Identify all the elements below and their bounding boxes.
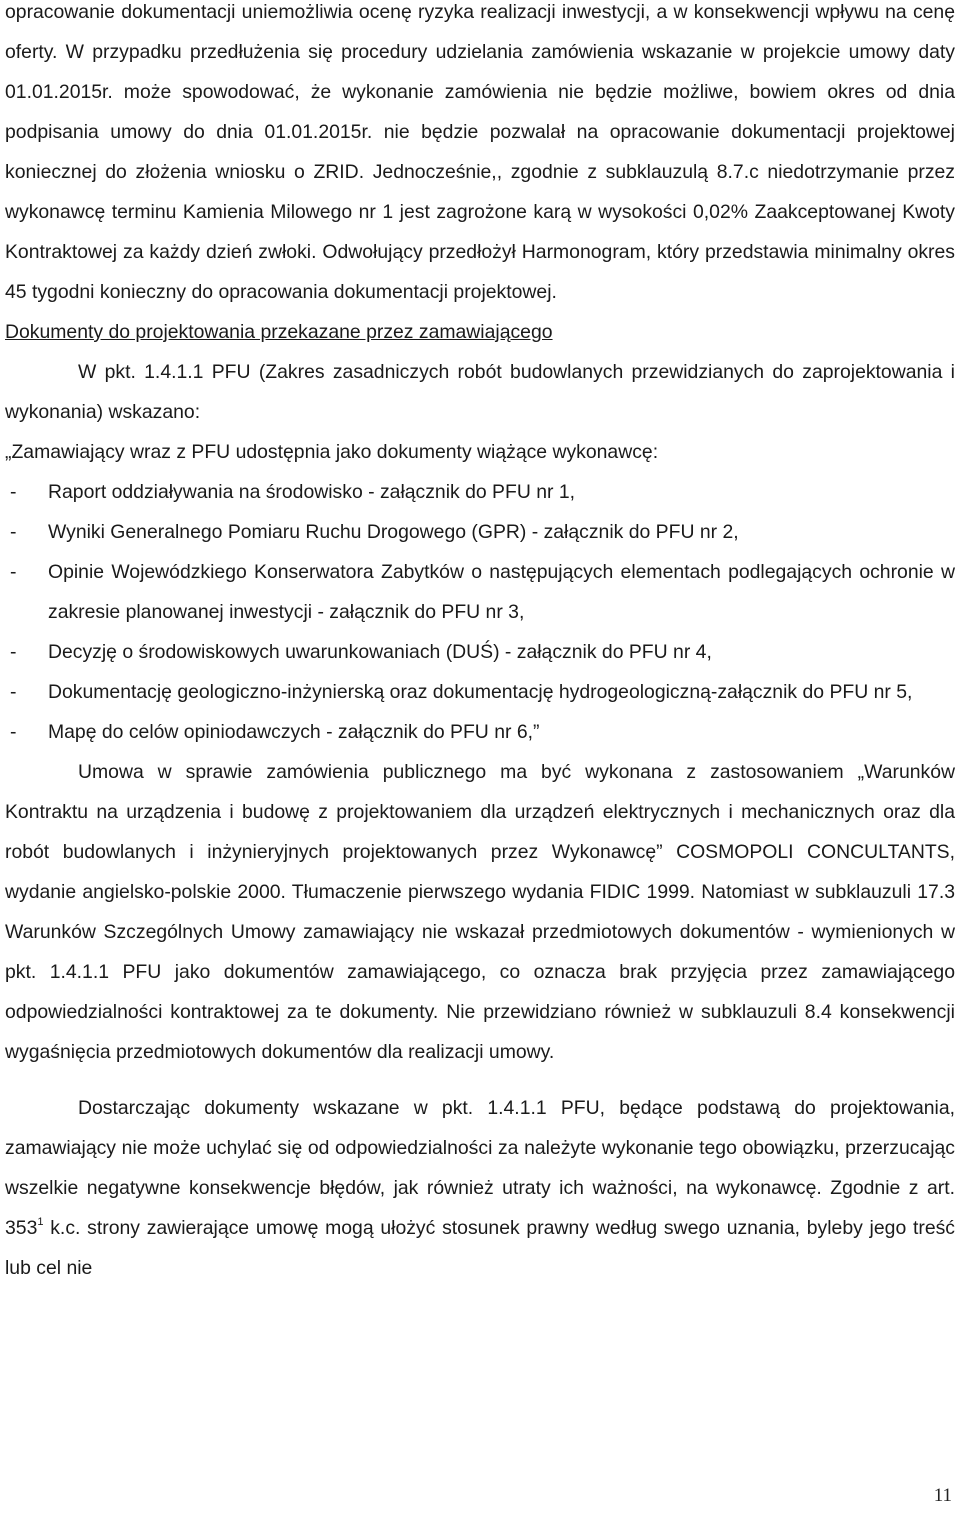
list-dash: - [10,721,17,743]
attachments-list [5,472,955,752]
section-heading: Dokumenty do projektowania przekazane przez zamawiającego [5,321,553,343]
quote-intro: „Zamawiający wraz z PFU udostępnia jako dokumenty wiążące wykonawcę: [5,441,659,463]
document-page [5,0,955,1288]
paragraph-final-text-end: k.c. strony zawierające umowę mogą ułożyć stosunek prawny według swego uznania, byleby jego treść lub cel nie [5,1217,955,1279]
page-number: 11 [933,1485,952,1506]
paragraph-pfu: W pkt. 1.4.1.1 PFU (Zakres zasadniczych robót budowlanych przewidzianych do zaprojektowania i wykonania) wskazano: [5,361,955,423]
list-dash: - [10,641,17,663]
list-dash: - [10,561,17,583]
list-item-text: Dokumentację geologiczno-inżynierską oraz dokumentację hydrogeologiczną-załącznik do PFU nr 5, [48,681,913,703]
list-item-text: Wyniki Generalnego Pomiaru Ruchu Drogowego (GPR) - załącznik do PFU nr 2, [48,521,739,543]
list-item [5,712,955,752]
list-dash: - [10,481,17,503]
paragraph-final [5,1088,955,1288]
list-dash: - [10,521,17,543]
list-item-text: Opinie Wojewódzkiego Konserwatora Zabytków o następujących elementach podlegających ochronie w zakresie planowanej inwestycji - załącznik do PFU nr 3, [48,561,955,623]
list-dash: - [10,681,17,703]
paragraph-intro: opracowanie dokumentacji uniemożliwia ocenę ryzyka realizacji inwestycji, a w konsekwencji wpływu na cenę oferty. W przypadku przedłużenia się procedury udzielania zamówienia wskazanie w projekcie umowy daty 01.01.2015r. może spowodować, że wykonanie zamówienia nie będzie możliwe, bowiem okres od dnia podpisania umowy do dnia 01.01.2015r. nie będzie pozwalał na opracowanie dokumentacji projektowej koniecznej do złożenia wniosku o ZRID. Jednocześnie,, zgodnie z subklauzulą 8.7.c niedotrzymanie przez wykonawcę terminu Kamienia Milowego nr 1 jest zagrożone karą w wysokości 0,02% Zaakceptowanej Kwoty Kontraktowej za każdy dzień zwłoki. Odwołujący przedłożył Harmonogram, który przedstawia minimalny okres 45 tygodni konieczny do opracowania dokumentacji projektowej. [5,1,955,303]
list-item [5,632,955,672]
paragraph-final-text: Dostarczając dokumenty wskazane w pkt. 1.4.1.1 PFU, będące podstawą do projektowania, zamawiający nie może uchylać się od odpowiedzialności za należyte wykonanie tego obowiązku, przerzucając wszelkie negatywne konsekwencje błędów, jak również utraty ich ważności, na wykonawcę. Zgodnie z art. 353 [5,1097,955,1239]
list-item-text: Raport oddziaływania na środowisko - załącznik do PFU nr 1, [48,481,576,503]
list-item-text: Decyzję o środowiskowych uwarunkowaniach (DUŚ) - załącznik do PFU nr 4, [48,641,712,663]
superscript: 1 [37,1216,44,1228]
paragraph-gap [5,1072,955,1088]
paragraph-umowa: Umowa w sprawie zamówienia publicznego ma być wykonana z zastosowaniem „Warunków Kontraktu na urządzenia i budowę z projektowaniem dla urządzeń elektrycznych i mechanicznych oraz dla robót budowlanych i inżynieryjnych projektowanych przez Wykonawcę” COSMOPOLI CONCULTANTS, wydanie angielsko-polskie 2000. Tłumaczenie pierwszego wydania FIDIC 1999. Natomiast w subklauzuli 17.3 Warunków Szczególnych Umowy zamawiający nie wskazał przedmiotowych dokumentów - wymienionych w pkt. 1.4.1.1 PFU jako dokumentów zamawiającego, co oznacza brak przyjęcia przez zamawiającego odpowiedzialności kontraktowej za te dokumenty. Nie przewidziano również w subklauzuli 8.4 konsekwencji wygaśnięcia przedmiotowych dokumentów dla realizacji umowy. [5,761,955,1063]
list-item [5,552,955,632]
list-item [5,472,955,512]
list-item [5,512,955,552]
list-item-text: Mapę do celów opiniodawczych - załącznik do PFU nr 6,” [48,721,540,743]
list-item [5,672,955,712]
